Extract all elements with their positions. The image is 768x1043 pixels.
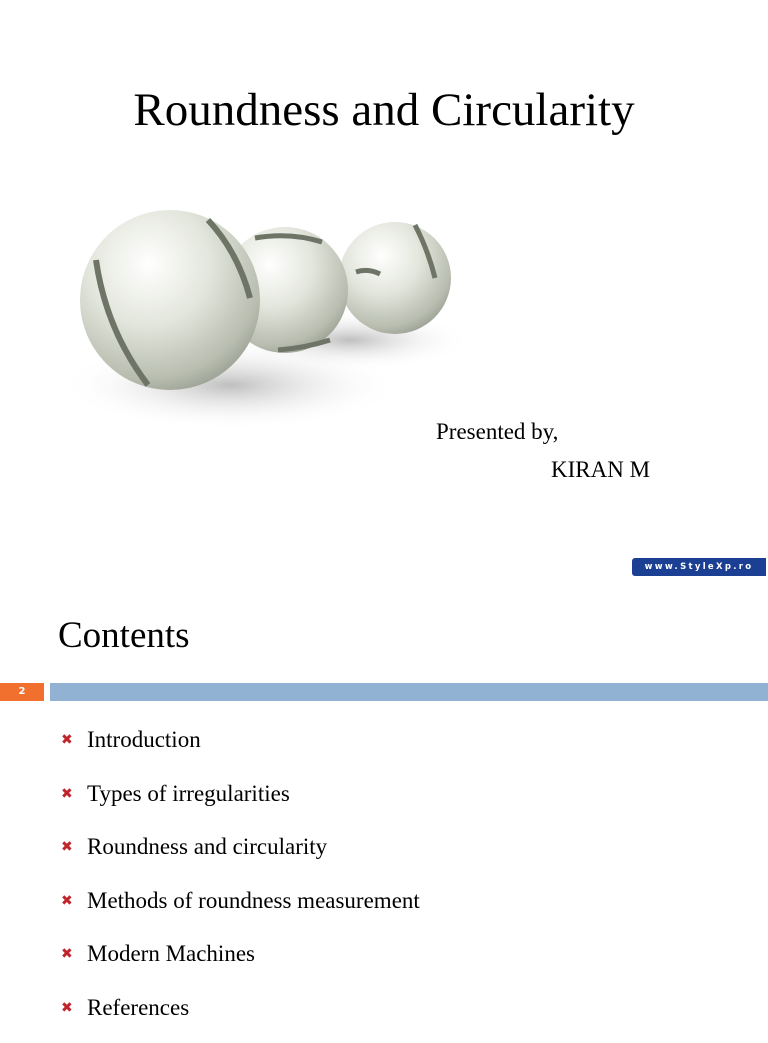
- slide-title: Roundness and Circularity: [0, 80, 768, 140]
- x-mark-icon: ✖: [61, 829, 73, 865]
- balls-illustration: [50, 180, 470, 440]
- list-item-label: Modern Machines: [87, 941, 255, 966]
- list-item: [60, 829, 420, 883]
- list-item: [60, 722, 420, 776]
- x-mark-icon: ✖: [61, 990, 73, 1026]
- presented-by-label: Presented by,: [436, 418, 558, 446]
- list-item: [60, 883, 420, 937]
- author-name: KIRAN M: [551, 456, 650, 484]
- x-mark-icon: ✖: [61, 883, 73, 919]
- contents-title: Contents: [58, 610, 190, 662]
- list-item-label: References: [87, 995, 189, 1020]
- contents-list: [60, 722, 420, 1043]
- title-bar: [50, 683, 768, 701]
- list-item: [60, 776, 420, 830]
- list-item: [60, 936, 420, 990]
- list-item-label: Types of irregularities: [87, 781, 290, 806]
- site-badge: www.StyleXp.ro: [632, 558, 766, 576]
- list-item-label: Roundness and circularity: [87, 834, 327, 859]
- page-number-badge: 2: [0, 683, 44, 701]
- x-mark-icon: ✖: [61, 722, 73, 758]
- list-item-label: Methods of roundness measurement: [87, 888, 420, 913]
- x-mark-icon: ✖: [61, 936, 73, 972]
- list-item: [60, 990, 420, 1043]
- x-mark-icon: ✖: [61, 776, 73, 812]
- list-item-label: Introduction: [87, 727, 201, 752]
